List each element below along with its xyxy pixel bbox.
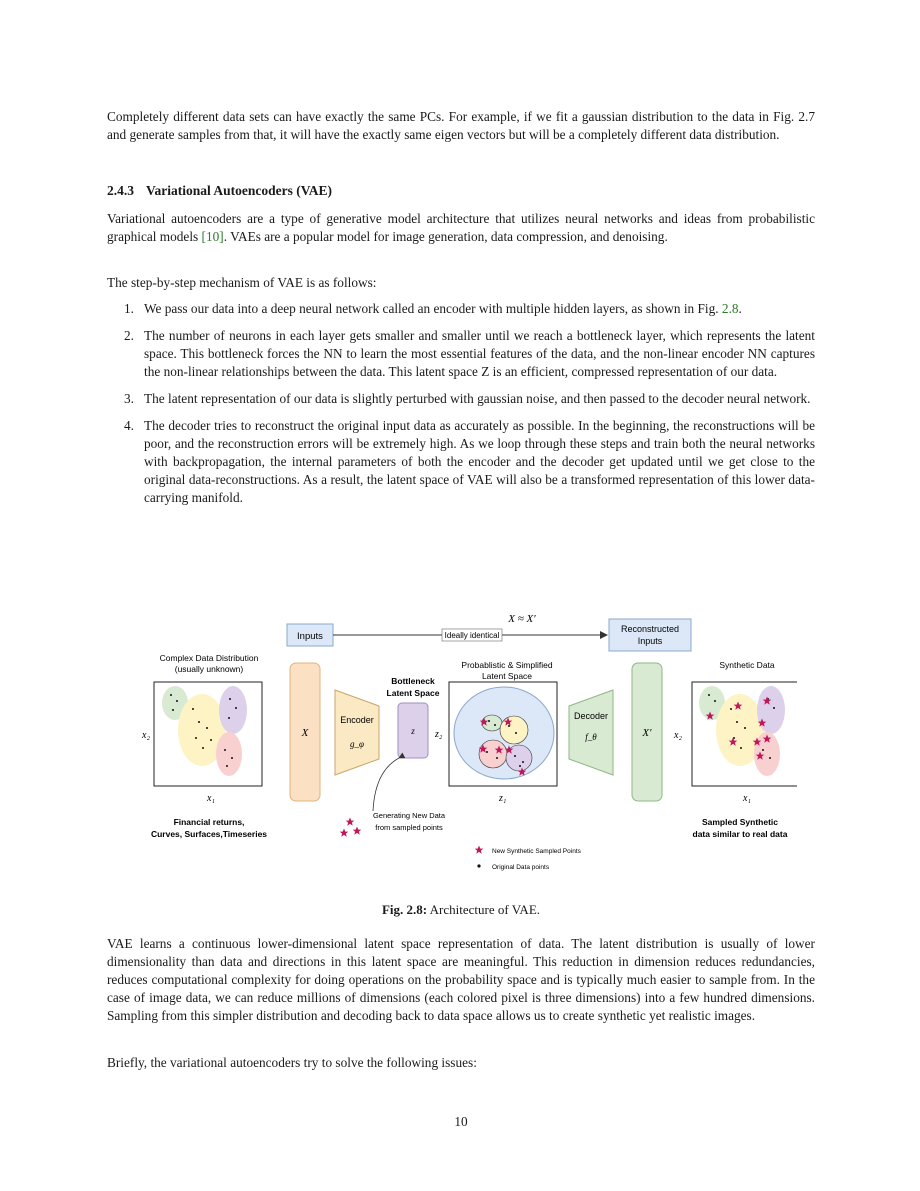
x2-label-left: x₂ xyxy=(142,730,150,741)
step-number: 1. xyxy=(124,301,134,316)
reconstructed-label-1: Reconstructed xyxy=(620,624,680,634)
generating-stars xyxy=(340,818,362,837)
step-text: We pass our data into a deep neural network called an encoder with multiple hidden layers, as shown in Fig. xyxy=(144,301,722,316)
latent-title-1: Probablistic & Simplified xyxy=(461,660,553,670)
decoder-func: f_θ xyxy=(585,732,597,742)
sampled-label-1: Sampled Synthetic xyxy=(701,817,779,827)
latent-cluster-red xyxy=(479,740,507,768)
vae-architecture-figure xyxy=(137,606,797,876)
step-text: The decoder tries to reconstruct the original input data as accurately as possible. In the beginning, the reconstructions will be poor, and the reconstruction errors will be extremely high. As we loop through these steps and train both the neural networks with backpropagation, the internal parameters of both the encoder and the decoder get updated until we get close to the original data-reconstructions. As a result, the latent space of VAE will also be a transformed representation of this lower data-carrying manifold. xyxy=(144,418,815,505)
step-item xyxy=(107,417,815,507)
bottleneck-label-1: Bottleneck xyxy=(391,676,435,686)
citation-link[interactable]: [10] xyxy=(201,229,224,244)
encoder-shape xyxy=(335,690,379,775)
decoder-label: Decoder xyxy=(573,711,609,721)
input-cluster-purple xyxy=(219,686,247,734)
closing-paragraph: VAE learns a continuous lower-dimensional latent space representation of data. The latent distribution is usually of lower dimensionality than data and directions in this latent space are meaningful. This reduction in dimension reduces redundancies, reduces computational complexity for doing operations on the probability space and is typically much easier to sample from. In the case of image data, we can reduce millions of dimensions (each colored pixel is three dimensions) into a few hundred dimensions. Sampling from this simpler distribution and decoding back to data space allows us to create synthetic yet realistic images. xyxy=(107,936,815,1023)
mechanism-intro: The step-by-step mechanism of VAE is as follows: xyxy=(107,275,377,290)
ideally-identical-label: Ideally identical xyxy=(444,631,500,640)
step-item xyxy=(107,390,815,408)
page-number: 10 xyxy=(454,1114,468,1129)
generating-label-1: Generating New Data xyxy=(372,811,446,820)
x1-label-left: x₁ xyxy=(207,793,215,804)
latent-title-2: Latent Space xyxy=(481,671,533,681)
step-number: 3. xyxy=(124,391,134,406)
input-X-label: X xyxy=(301,727,309,739)
steps-list xyxy=(107,300,815,516)
financial-label-1: Financial returns, xyxy=(173,817,245,827)
vae-intro-text-2: . VAEs are a popular model for image generation, data compression, and denoising. xyxy=(223,229,668,244)
figure-link[interactable]: 2.8 xyxy=(721,301,739,316)
section-title: Variational Autoencoders (VAE) xyxy=(146,183,333,198)
financial-label-2: Curves, Surfaces,Timeseries xyxy=(150,829,268,839)
output-X-label: X′ xyxy=(642,727,652,739)
intro-paragraph xyxy=(107,108,815,144)
reconstructed-label-2: Inputs xyxy=(637,636,663,646)
step-item xyxy=(107,300,815,318)
step-text-end: . xyxy=(738,301,742,316)
vae-diagram xyxy=(137,606,797,876)
step-text: The number of neurons in each layer gets smaller and smaller until we reach a bottleneck layer, which represents the latent space. This bottleneck forces the NN to learn the most essential features of the data, and the non-linear encoder NN captures the non-linear relationships between the data. This latent space Z is an efficient, compressed representation of our data. xyxy=(144,328,815,379)
sampling-arrow xyxy=(373,758,399,811)
latent-cluster-yellow xyxy=(500,716,528,744)
encoder-label: Encoder xyxy=(340,715,374,725)
briefly-paragraph: Briefly, the variational autoencoders try to solve the following issues: xyxy=(107,1055,477,1070)
z2-label: z₂ xyxy=(435,729,443,740)
synthetic-title: Synthetic Data xyxy=(719,660,775,670)
section-heading xyxy=(107,183,332,199)
step-text: The latent representation of our data is slightly perturbed with gaussian noise, and then passed to the decoder neural network. xyxy=(144,391,811,406)
inputs-label: Inputs xyxy=(297,631,323,642)
x1-label-right: x₁ xyxy=(743,793,751,804)
caption-label: Fig. 2.8: xyxy=(381,902,428,917)
approx-label: X ≈ X′ xyxy=(508,613,536,625)
sampled-label-2: data similar to real data xyxy=(692,829,788,839)
z1-label: z₁ xyxy=(499,793,507,804)
bottleneck-label-2: Latent Space xyxy=(386,688,440,698)
caption-text: Architecture of VAE. xyxy=(429,902,541,917)
intro-text: Completely different data sets can have exactly the same PCs. For example, if we fit a gaussian distribution to the data in Fig. 2.7 and generate samples from that, it will have the exactly same eigen vectors but will be a completely different data distribution. xyxy=(107,109,815,142)
figure-caption xyxy=(107,902,815,918)
complex-title-1: Complex Data Distribution xyxy=(159,653,259,663)
vae-intro-paragraph xyxy=(107,210,815,246)
input-cluster-red xyxy=(216,732,242,776)
vae-intro-text: Variational autoencoders are a type of generative model architecture that utilizes neural networks and ideas from probabilistic graphical models xyxy=(107,211,815,244)
latent-z-label: z xyxy=(411,726,415,736)
synthetic-cluster-purple xyxy=(757,686,785,734)
legend-star-icon xyxy=(475,846,484,854)
legend-dot-icon xyxy=(477,864,480,867)
complex-title-2: (usually unknown) xyxy=(174,664,244,674)
legend-new-label: New Synthetic Sampled Points xyxy=(492,848,581,855)
legend-orig-label: Original Data points xyxy=(492,864,550,871)
section-number: 2.4.3 xyxy=(107,183,134,198)
step-item xyxy=(107,327,815,381)
x2-label-right: x₂ xyxy=(674,730,682,741)
step-number: 4. xyxy=(124,418,134,433)
generating-label-2: from sampled points xyxy=(375,823,443,832)
encoder-func: g_φ xyxy=(350,739,364,749)
step-number: 2. xyxy=(124,328,134,343)
